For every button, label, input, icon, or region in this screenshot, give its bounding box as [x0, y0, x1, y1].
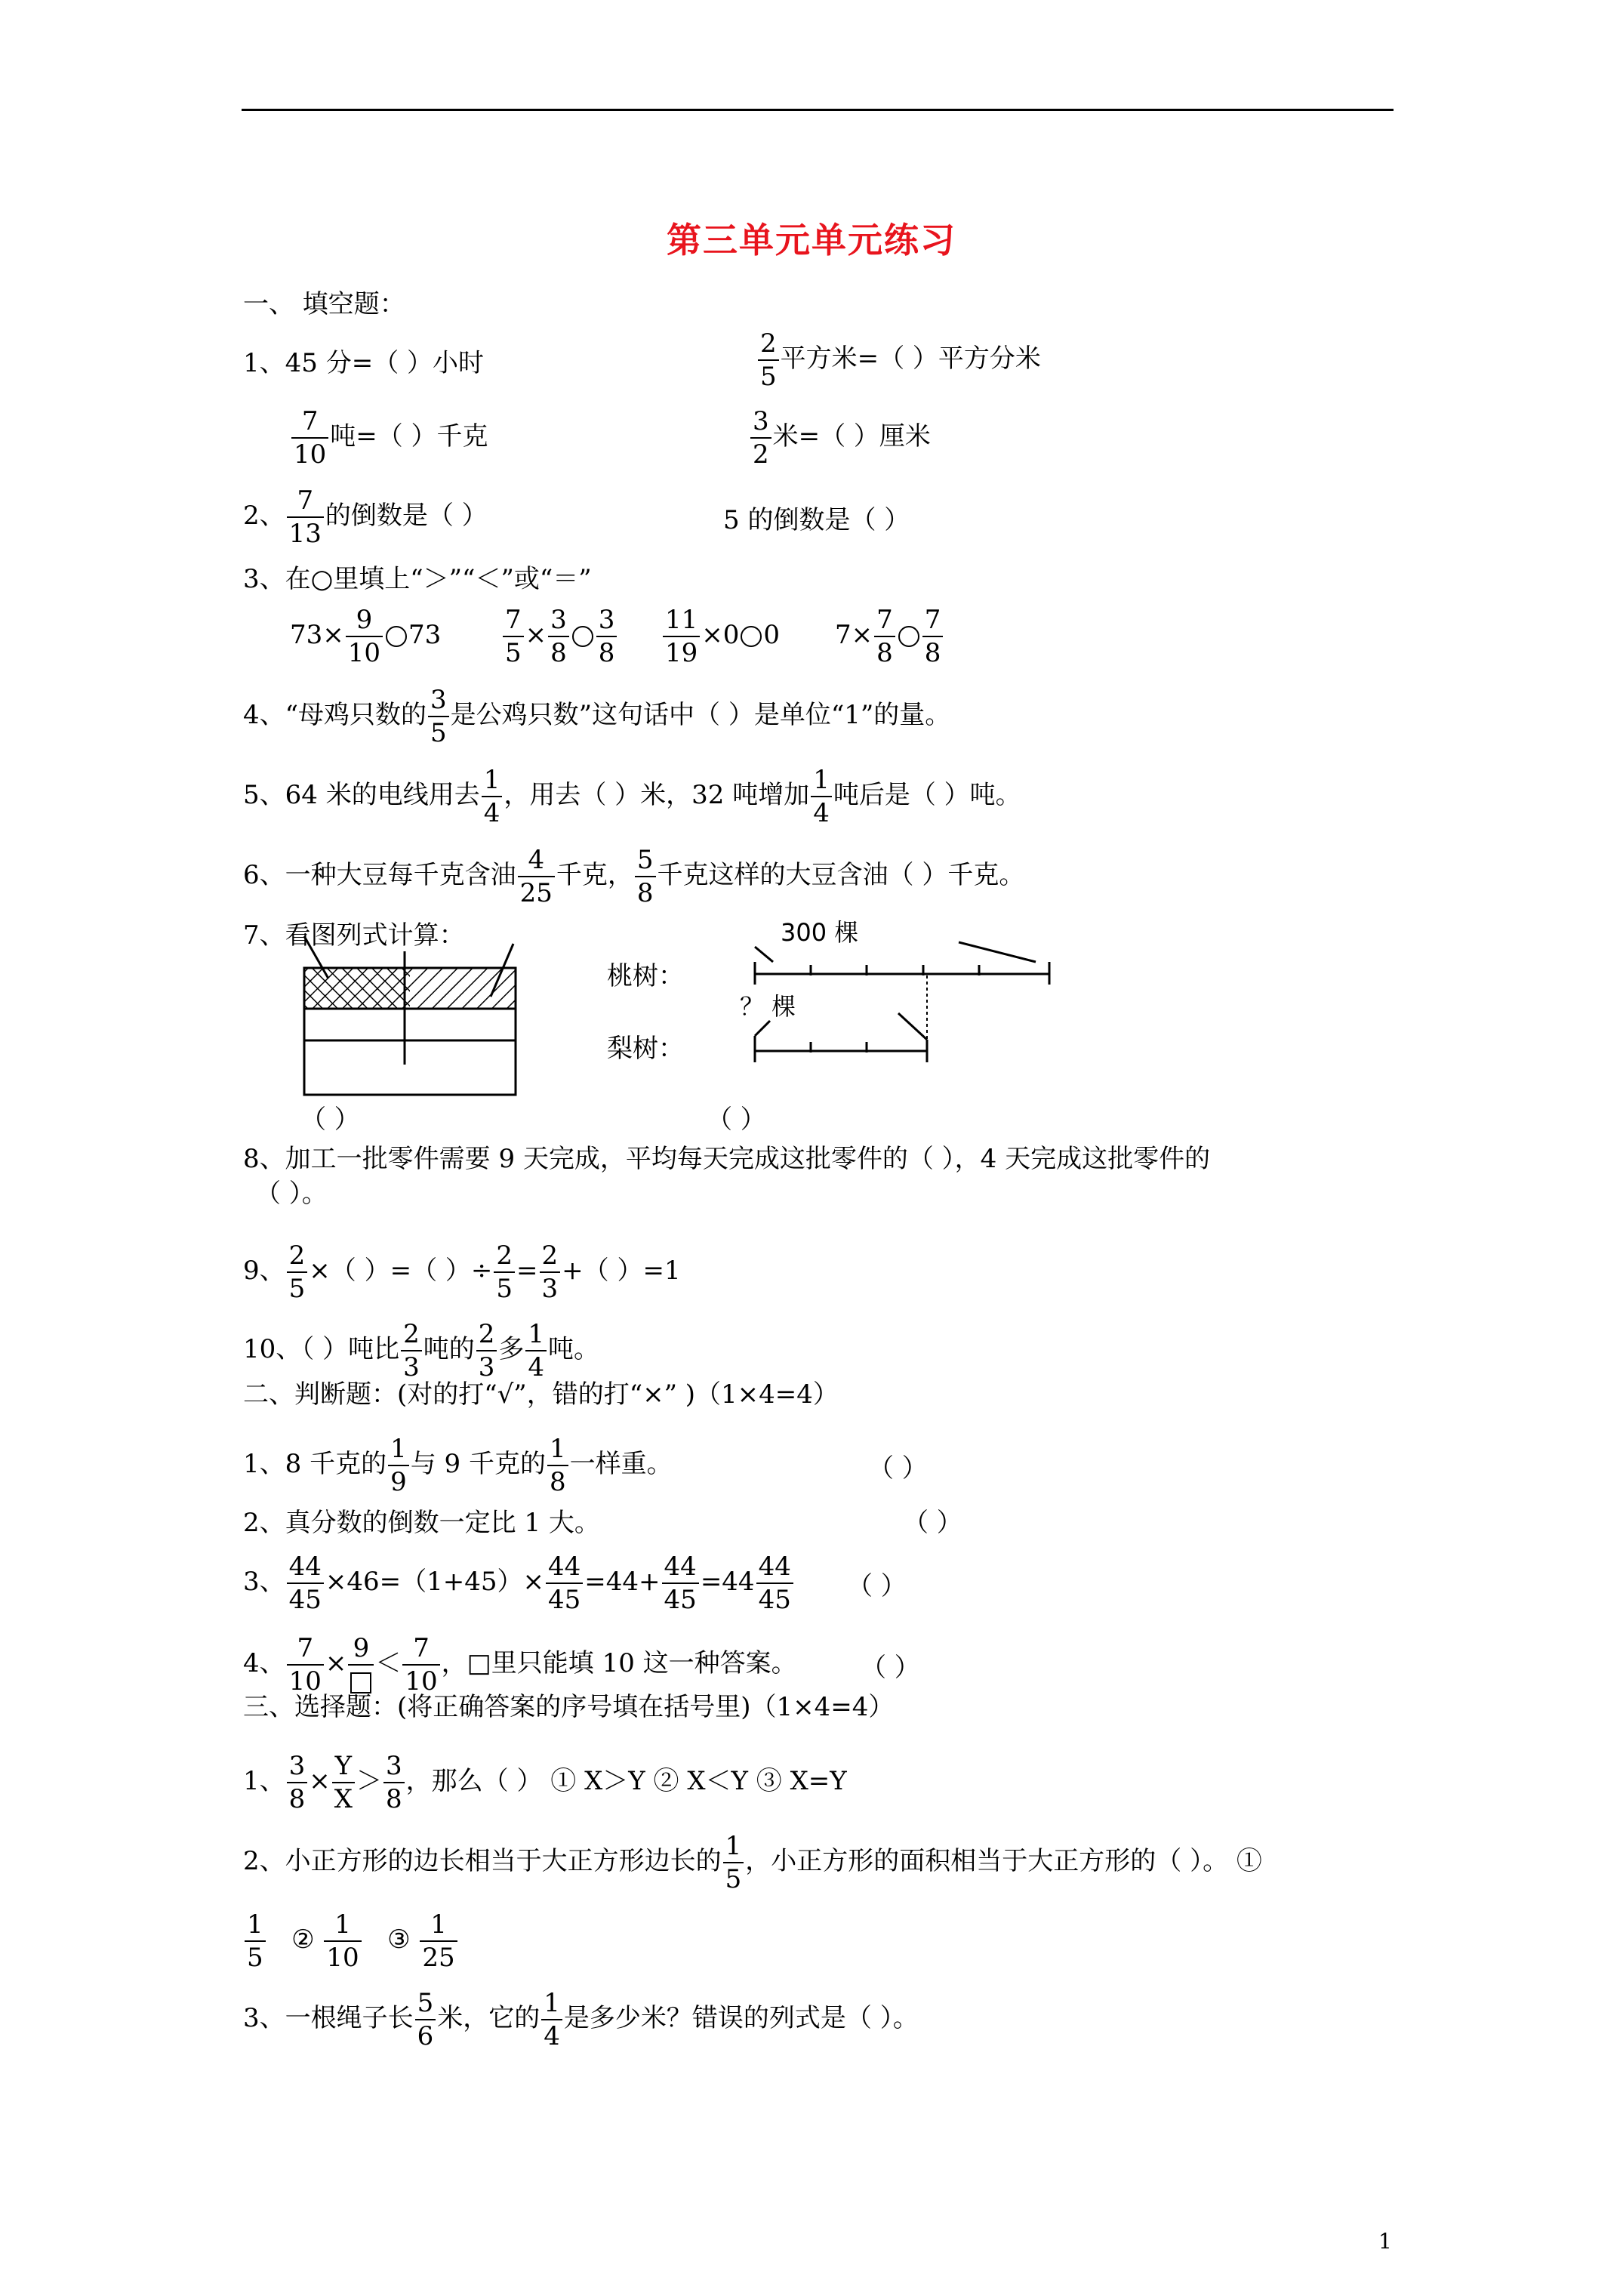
compare-circle — [572, 626, 593, 647]
choice-1: 1、 $\frac{3}{8}$ × $\frac{Y}{X}$ ＞ $\frac{3}{8}$ ，那么（ ） ① X＞Y ② X＜Y ③ X=Y — [243, 1751, 847, 1814]
judge-2-answer: （ ） — [903, 1508, 962, 1538]
q7-heading: 7、看图列式计算： — [243, 920, 465, 951]
judge-4: 4、 $\frac{7}{10}$ × 9 ＜ $\frac{7}{10}$ ，□里只能填 10 这一种答案。 — [243, 1633, 797, 1697]
choice-2: 2、小正方形的边长相当于大正方形边长的 $\frac{1}{5}$ ，小正方形的面积相当于大正方形的（ ）。 ① — [243, 1831, 1262, 1894]
q1-line-a: 1、45 分=（ ）小时 — [243, 348, 484, 378]
judge-3: 3、 $\frac{44}{45}$ ×46=（1+45）× $\frac{44}{45}$ =44+ $\frac{44}{45}$ =44 $\frac{44}{45}$ — [243, 1551, 795, 1616]
judge-3-answer: （ ） — [847, 1571, 907, 1601]
judge-1-answer: （ ） — [868, 1453, 928, 1484]
blank-square — [350, 1672, 371, 1693]
q7-pear-label: 梨树： — [607, 1034, 684, 1064]
q9-line: 9、 $\frac{2}{5}$ ×（ ）=（ ）÷ $\frac{2}{5}$ = $\frac{2}{3}$ +（ ）=1 — [243, 1240, 681, 1304]
q7-300-label: 300 棵 — [781, 918, 859, 947]
q1-line-c: $\frac{7}{10}$ 吨=（ ）千克 — [290, 405, 488, 470]
section-3-heading: 三、选择题：(将正确答案的序号填在括号里)（1×4=4） — [243, 1692, 895, 1722]
q7-question-label: ？ 棵 — [740, 992, 796, 1021]
q3-heading: 3、在○里填上“＞”“＜”或“＝” — [243, 564, 592, 594]
q6-line: 6、一种大豆每千克含油 $\frac{4}{25}$ 千克， $\frac{5}{8}$ 千克这样的大豆含油（ ）千克。 — [243, 845, 1025, 908]
page-title: 第三单元单元练习 — [667, 220, 956, 260]
compare-circle — [741, 626, 762, 647]
fraction: $\frac{3}{2}$ — [750, 405, 771, 470]
judge-4-answer: （ ） — [861, 1653, 920, 1683]
fraction: $\frac{7}{10}$ — [291, 405, 328, 470]
choice-2-options: $\frac{1}{5}$ ② $\frac{1}{10}$ ③ $\frac{1}{25}$ — [243, 1909, 459, 1974]
q7-grid-diagram — [294, 936, 536, 1102]
judge-2: 2、真分数的倒数一定比 1 大。 — [243, 1508, 600, 1538]
compare-circle — [386, 626, 407, 647]
q10-line: 10、（ ）吨比 $\frac{2}{3}$ 吨的 $\frac{2}{3}$ 多 $\frac{1}{4}$ 吨。 — [243, 1319, 599, 1382]
section-1-heading: 一、 填空题： — [243, 289, 405, 319]
q8-line-b: （ ）。 — [255, 1179, 328, 1209]
fraction: $\frac{7}{13}$ — [287, 485, 324, 550]
section-2-heading: 二、判断题：(对的打“√”，错的打“×” )（1×4=4） — [243, 1379, 839, 1410]
page-number: 1 — [1378, 2229, 1392, 2254]
q4-line: 4、“母鸡只数的 $\frac{3}{5}$ 是公鸡只数”这句话中（ ）是单位“1”的量。 — [243, 685, 951, 748]
q2b-line: 5 的倒数是（ ） — [723, 505, 910, 535]
compare-circle — [898, 626, 919, 647]
q7-answer-1: （ ） — [300, 1105, 360, 1135]
fraction: $\frac{2}{5}$ — [758, 328, 779, 393]
header-rule — [242, 109, 1394, 111]
q7-line-diagram — [740, 915, 1057, 1066]
q5-line: 5、64 米的电线用去 $\frac{1}{4}$ ，用去（ ）米，32 吨增加 $\frac{1}{4}$ 吨后是（ ）吨。 — [243, 765, 1021, 828]
q2-line: 2、 $\frac{7}{13}$ 的倒数是（ ） — [243, 485, 488, 549]
q1-line-d: $\frac{3}{2}$ 米=（ ）厘米 — [749, 405, 931, 470]
judge-1: 1、8 千克的 $\frac{1}{9}$ 与 9 千克的 $\frac{1}{8}$ 一样重。 — [243, 1434, 673, 1497]
q8-line-a: 8、加工一批零件需要 9 天完成，平均每天完成这批零件的（ ），4 天完成这批零件的 — [243, 1144, 1211, 1174]
q3-expr-d: 7× $\frac{7}{8}$ $\frac{7}{8}$ — [835, 604, 944, 669]
q3-expr-c: $\frac{11}{19}$ ×0 0 — [661, 604, 780, 669]
choice-3: 3、一根绳子长 $\frac{5}{6}$ 米，它的 $\frac{1}{4}$ 是多少米？错误的列式是（ ）。 — [243, 1988, 919, 2051]
q7-peach-label: 桃树： — [607, 961, 684, 991]
q1-line-b: $\frac{2}{5}$ 平方米=（ ）平方分米 — [756, 328, 1041, 393]
q3-expr-a: 73× $\frac{9}{10}$ 73 — [290, 605, 442, 668]
q3-expr-b: $\frac{7}{5}$ × $\frac{3}{8}$ $\frac{3}{8}$ — [501, 604, 618, 669]
q7-answer-2: （ ） — [707, 1105, 766, 1135]
